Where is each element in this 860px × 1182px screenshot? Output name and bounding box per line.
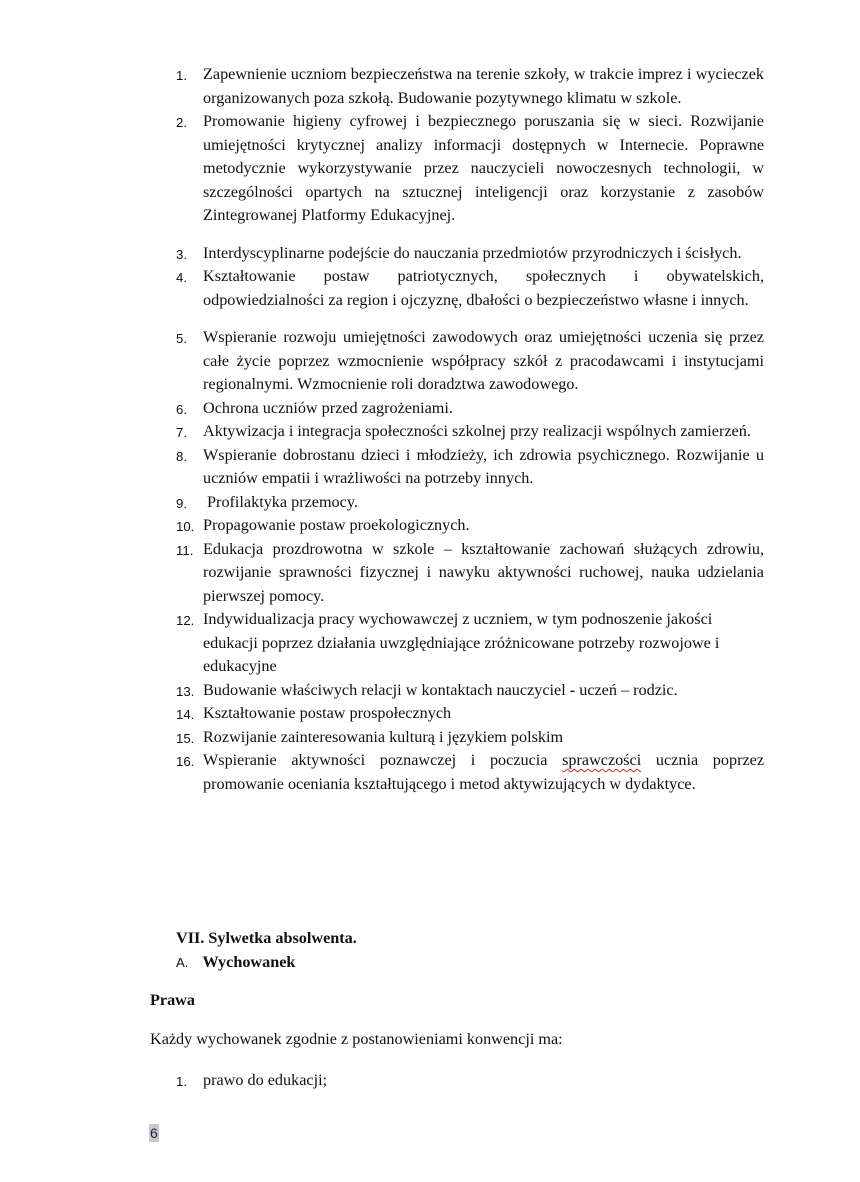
subsection-label: Wychowanek: [202, 953, 296, 971]
list-number: 6.: [176, 401, 187, 417]
list-number: 7.: [176, 425, 187, 440]
list-item: [176, 63, 764, 110]
list-number: 5.: [176, 331, 187, 346]
goals-list: [176, 63, 764, 796]
list-number: 10.: [176, 519, 195, 534]
list-item: [176, 726, 764, 750]
list-number: 3.: [176, 246, 187, 262]
list-item: [176, 608, 764, 679]
list-number: 1.: [176, 68, 187, 83]
list-text: Kształtowanie postaw patriotycznych, społecznych i obywatelskich, odpowiedzialności za region i ojczyznę, dbałości o bezpieczeństwo własne i innych.: [203, 267, 764, 309]
list-text: Ochrona uczniów przed zagrożeniami.: [203, 398, 453, 417]
list-text-part: Wspieranie aktywności poznawczej i poczucia: [203, 751, 563, 769]
list-item: [176, 749, 764, 796]
list-text: [203, 749, 764, 796]
list-number: 14.: [176, 707, 195, 722]
list-text: Aktywizacja i integracja społeczności szkolnej przy realizacji wspólnych zamierzeń.: [203, 422, 751, 440]
list-number: 11.: [176, 542, 194, 558]
subsection-letter: A.: [176, 955, 189, 970]
list-item: [176, 397, 764, 421]
spellcheck-flagged-word[interactable]: sprawczości: [562, 751, 642, 769]
list-text: Interdyscyplinarne podejście do nauczania przedmiotów przyrodniczych i ścisłych.: [203, 243, 742, 262]
list-text: Wspieranie rozwoju umiejętności zawodowych oraz umiejętności uczenia się przez całe życie poprzez wzmocnienie współpracy szkół z pracodawcami i instytucjami regionalnymi. Wzmocnienie roli doradztwa zawodowego.: [203, 328, 764, 393]
list-number: 15.: [176, 730, 195, 746]
list-text: Rozwijanie zainteresowania kulturą i językiem polskim: [203, 727, 564, 746]
list-item: [176, 1069, 764, 1093]
list-item: [176, 265, 764, 312]
rights-intro: Każdy wychowanek zgodnie z postanowieniami konwencji ma:: [150, 1030, 563, 1048]
list-text: Edukacja prozdrowotna w szkole – kształtowanie zachowań służących zdrowiu, rozwijanie sprawności fizycznej i nawyku aktywności ruchowej, nauka udzielania pierwszej pomocy.: [203, 539, 764, 605]
list-number: 16.: [176, 754, 195, 769]
list-number: 2.: [176, 115, 187, 130]
bold-dash: -: [569, 680, 576, 699]
list-text: Indywidualizacja pracy wychowawczej z uczniem, w tym podnoszenie jakości edukacji poprzez działania uwzględniające zróżnicowane potrzeby rozwojowe i edukacyjne: [203, 610, 720, 675]
list-text: Wspieranie dobrostanu dzieci i młodzieży, ich zdrowia psychicznego. Rozwijanie u uczniów empatii i wrażliwości na potrzeby innych.: [203, 445, 764, 487]
list-number: 4.: [176, 270, 187, 285]
list-text: prawo do edukacji;: [203, 1071, 328, 1089]
list-item: [176, 491, 764, 515]
rights-heading: Prawa: [150, 991, 195, 1009]
page-number: 6: [150, 1125, 158, 1141]
list-number: 9.: [176, 495, 187, 511]
rights-list: [176, 1069, 764, 1093]
list-number: 12.: [176, 613, 195, 628]
list-text-part: uczeń – rodzic.: [575, 680, 678, 699]
list-text-part: Budowanie właściwych relacji w kontaktach nauczyciel: [203, 680, 570, 699]
list-item: [176, 514, 764, 538]
list-item: [176, 242, 764, 266]
list-text-part: ucznia poprzez promowanie oceniania kształtującego i metod aktywizujących w dydaktyce.: [203, 751, 765, 793]
list-number: 1.: [176, 1074, 187, 1089]
list-text: Propagowanie postaw proekologicznych.: [203, 516, 470, 534]
list-text: Profilaktyka przemocy.: [203, 492, 358, 511]
list-number: 13.: [176, 683, 195, 699]
section-heading: VII. Sylwetka absolwenta.: [176, 929, 357, 947]
list-item: [176, 702, 764, 726]
subsection-heading: [176, 953, 295, 972]
list-item: [176, 538, 764, 609]
list-text: Promowanie higieny cyfrowej i bezpiecznego poruszania się w sieci. Rozwijanie umiejętności krytycznej analizy informacji dostępnych w Internecie. Poprawne metodycznie wykorzystywanie przez nauczycieli nowoczesnych technologii, w szczególności opartych na sztucznej inteligencji oraz korzystanie z zasobów Zintegrowanej Platformy Edukacyjnej.: [203, 112, 764, 224]
list-item: [176, 444, 764, 491]
list-item: [176, 420, 764, 444]
list-text: Zapewnienie uczniom bezpieczeństwa na terenie szkoły, w trakcie imprez i wycieczek organizowanych poza szkołą. Budowanie pozytywnego klimatu w szkole.: [203, 65, 764, 107]
list-text: [203, 679, 764, 703]
list-item: [176, 679, 764, 703]
list-item: [176, 326, 764, 397]
list-item: [176, 110, 764, 228]
list-number: 8.: [176, 448, 187, 464]
list-text: Kształtowanie postaw prospołecznych: [203, 704, 452, 722]
